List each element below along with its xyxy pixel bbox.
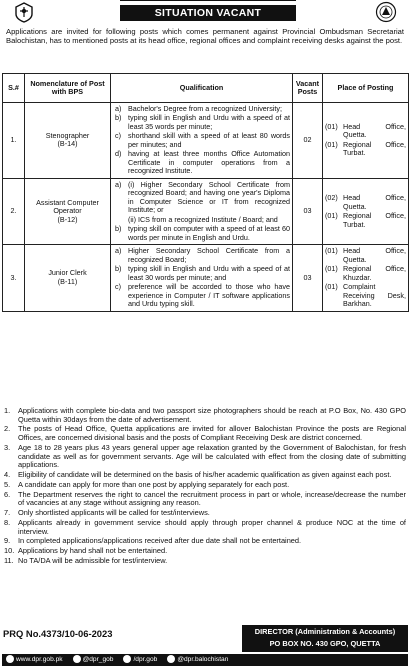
- term-text: A candidate can apply for more than one post by applying separately for each post.: [18, 479, 290, 489]
- term-item: [2, 547, 406, 556]
- ombudsman-seal-icon: [374, 1, 398, 23]
- qualification-item: [113, 105, 290, 113]
- row-place-of-posting: [323, 103, 409, 179]
- social-item[interactable]: [73, 654, 114, 666]
- term-text: Applicants already in government service should apply through proper channel & produce NOC at the time of interview.: [18, 517, 406, 536]
- qualification-text: typing skill in English and Urdu with a speed of at least 35 words per minute;: [128, 113, 290, 131]
- terms-list: [2, 407, 406, 566]
- term-number: 10.: [4, 546, 15, 556]
- term-text: No TA/DA will be admissible for test/interview.: [18, 555, 168, 565]
- intro-paragraph: Applications are invited for following posts which comes permanent against Provincial Ombudsman Secretariat Balochistan, has to mentioned posts at its head office, regional offices and complaint receiving desks against the post.: [6, 27, 404, 46]
- place-item: [325, 283, 406, 308]
- qualification-text: shorthand skill with a speed of at least 80 words per minutes; and: [128, 131, 290, 149]
- term-text: In completed applications/applications received after due date shall not be entertained.: [18, 536, 302, 546]
- qualification-mark: c): [115, 131, 121, 141]
- row-vacant-posts: 03: [293, 178, 323, 244]
- row-qualification: [111, 178, 293, 244]
- column-header-sn: S.#: [3, 74, 25, 103]
- place-item: [325, 123, 406, 140]
- table-row: [3, 103, 409, 179]
- social-item[interactable]: [167, 654, 228, 666]
- qualification-mark: b): [115, 264, 122, 274]
- post-name: Junior Clerk: [48, 268, 87, 278]
- qualification-item: [113, 247, 290, 264]
- prq-number: PRQ No.4373/10-06-2023: [3, 628, 113, 639]
- qualification-text: having at least three months Office Automation Certificate in computer operations from a recognized Institute.: [128, 149, 290, 176]
- director-title: DIRECTOR (Administration & Accounts): [254, 627, 396, 636]
- social-item[interactable]: [123, 654, 157, 666]
- place-text: Head Office, Quetta.: [343, 193, 406, 211]
- term-number: 7.: [4, 508, 11, 518]
- place-count: (02): [325, 193, 338, 203]
- header-top-rule: [120, 0, 296, 1]
- social-icon: [73, 655, 81, 663]
- place-item: [325, 194, 406, 211]
- term-item: [2, 509, 406, 518]
- qualification-text: typing skill in English and Urdu with a speed of at least 30 words per minute; and: [128, 264, 290, 282]
- term-text: Applications with complete bio-data and two passport size photographers should be reach at P.O Box, No. 430 GPO Quetta within 30days from the date of advertisement.: [18, 406, 406, 424]
- qualification-mark: [113, 216, 128, 224]
- qualification-mark: a): [115, 104, 122, 113]
- place-count: (01): [325, 121, 338, 131]
- row-place-of-posting: [323, 245, 409, 311]
- post-name: Assistant Computer Operator: [36, 197, 99, 216]
- place-item: [325, 247, 406, 264]
- term-text: Only shortlisted applicants will be called for test/interviews.: [18, 508, 210, 518]
- header: [0, 0, 410, 26]
- place-text: Regional Office, Khuzdar.: [343, 264, 406, 282]
- qualification-item: [113, 132, 290, 149]
- director-box: [242, 625, 408, 652]
- term-number: 6.: [4, 489, 11, 499]
- table-header-row: [3, 74, 409, 103]
- qualification-item: [113, 225, 290, 242]
- place-count: (01): [325, 246, 338, 256]
- place-count: (01): [325, 139, 338, 149]
- term-number: 1.: [4, 406, 11, 415]
- director-address: PO BOX NO. 430 GPO, QUETTA: [269, 639, 381, 648]
- post-name: Stenographer: [45, 130, 90, 140]
- term-text: The Department reserves the right to cancel the recruitment process in part or whole, increase/decrease the number of vacancies at any stage without assigning any reason.: [18, 489, 406, 508]
- row-vacant-posts: 02: [293, 103, 323, 179]
- place-item: [325, 212, 406, 229]
- row-post: [25, 103, 111, 179]
- term-item: [2, 471, 406, 480]
- place-text: Regional Office, Turbat.: [343, 211, 406, 229]
- place-text: Head Office, Quetta.: [343, 246, 406, 264]
- term-text: The posts of Head Office, Quetta applications are invited for allover Balochistan Province the posts are Regional Offices, are concerned divisional basis and the posts of Compliant Receiving Desk are district concerned.: [18, 424, 406, 443]
- term-number: 5.: [4, 479, 11, 489]
- social-handle[interactable]: @dpr_gob: [82, 656, 114, 663]
- social-icon: [167, 655, 175, 663]
- term-item: [2, 407, 406, 424]
- row-vacant-posts: 03: [293, 245, 323, 311]
- social-item[interactable]: [6, 654, 63, 666]
- social-icon: [6, 655, 14, 663]
- qualification-text: Bachelor's Degree from a recognized University;: [128, 104, 282, 113]
- qualification-item: [113, 114, 290, 131]
- term-text: Applications by hand shall not be entertained.: [18, 546, 168, 556]
- term-number: 4.: [4, 470, 11, 480]
- term-item: [2, 491, 406, 508]
- qualification-mark: a): [115, 179, 122, 189]
- place-item: [325, 265, 406, 282]
- term-text: Eligibility of candidate will be determined on the basis of his/her academic qualification as given against each post.: [18, 470, 392, 480]
- government-emblem-icon: [12, 1, 36, 23]
- column-header-place: Place of Posting: [323, 74, 409, 103]
- row-serial: 1.: [3, 103, 25, 179]
- place-count: (01): [325, 211, 338, 221]
- term-number: 2.: [4, 424, 11, 434]
- row-post: [25, 245, 111, 311]
- place-count: (01): [325, 264, 338, 274]
- row-post: [25, 178, 111, 244]
- term-number: 11.: [4, 555, 14, 565]
- term-item: [2, 425, 406, 442]
- place-text: Complaint Receiving Desk, Barkhan.: [343, 282, 406, 309]
- qualification-mark: b): [115, 113, 122, 123]
- post-bps: (B-11): [57, 276, 78, 286]
- row-place-of-posting: [323, 178, 409, 244]
- row-qualification: [111, 103, 293, 179]
- social-handle[interactable]: @dpr.balochistan: [177, 656, 229, 663]
- qualification-item: [113, 283, 290, 308]
- place-count: (01): [325, 282, 338, 292]
- social-handle[interactable]: www.dpr.gob.pk: [16, 656, 63, 663]
- footer: [0, 615, 410, 671]
- column-header-vacant: Vacant Posts: [293, 74, 323, 103]
- term-text: Age 18 to 28 years plus 43 years general upper age relaxation granted by the Government of Balochistan, for fresh candidate as well as for government servants. Age will be calculated with effect from the closing date of submitting applications.: [18, 442, 406, 470]
- column-header-post: Nomenclature of Post with BPS: [25, 74, 111, 103]
- post-bps: (B-12): [57, 214, 78, 224]
- table-row: [3, 245, 409, 311]
- social-icon: [123, 655, 131, 663]
- qualification-mark: b): [115, 224, 122, 234]
- row-serial: 3.: [3, 245, 25, 311]
- row-qualification: [111, 245, 293, 311]
- social-handle[interactable]: /dpr.gob: [133, 656, 158, 663]
- term-number: 3.: [4, 442, 11, 452]
- column-header-qualification: Qualification: [111, 74, 293, 103]
- qualification-item: [113, 150, 290, 175]
- term-item: [2, 444, 406, 470]
- qualification-text: typing skill on computer with a speed of at least 60 words per minute in English and Urdu.: [128, 224, 290, 242]
- qualification-mark: a): [115, 246, 122, 256]
- vacancy-table: [2, 73, 409, 312]
- place-item: [325, 141, 406, 158]
- qualification-item: [113, 265, 290, 282]
- term-item: [2, 519, 406, 536]
- qualification-text: Higher Secondary School Certificate from a recognized Board;: [128, 246, 290, 264]
- vacancy-table-body: [3, 103, 409, 312]
- qualification-mark: d): [115, 149, 122, 159]
- qualification-text: (i) Higher Secondary School Certificate from recognized Board; and having one year's Diploma in Computer Science or IT from recognized Institute; or: [128, 179, 290, 215]
- place-text: Head Office, Quetta.: [343, 121, 406, 140]
- social-strip: [2, 654, 408, 666]
- page-title: SITUATION VACANT: [120, 5, 296, 21]
- qualification-mark: c): [115, 282, 121, 292]
- term-item: [2, 537, 406, 546]
- post-bps: (B-14): [57, 139, 78, 149]
- row-serial: 2.: [3, 178, 25, 244]
- term-item: [2, 481, 406, 490]
- term-number: 9.: [4, 536, 11, 546]
- qualification-text: (ii) ICS from a recognized Institute / Board; and: [128, 214, 278, 224]
- place-text: Regional Office, Turbat.: [343, 139, 406, 158]
- table-row: [3, 178, 409, 244]
- term-number: 8.: [4, 517, 11, 527]
- qualification-text: preference will be accorded to those who have experience in Computer / IT software applications and Urdu typing skill.: [128, 282, 290, 309]
- term-item: [2, 557, 406, 566]
- qualification-item: [113, 216, 290, 224]
- qualification-item: [113, 181, 290, 215]
